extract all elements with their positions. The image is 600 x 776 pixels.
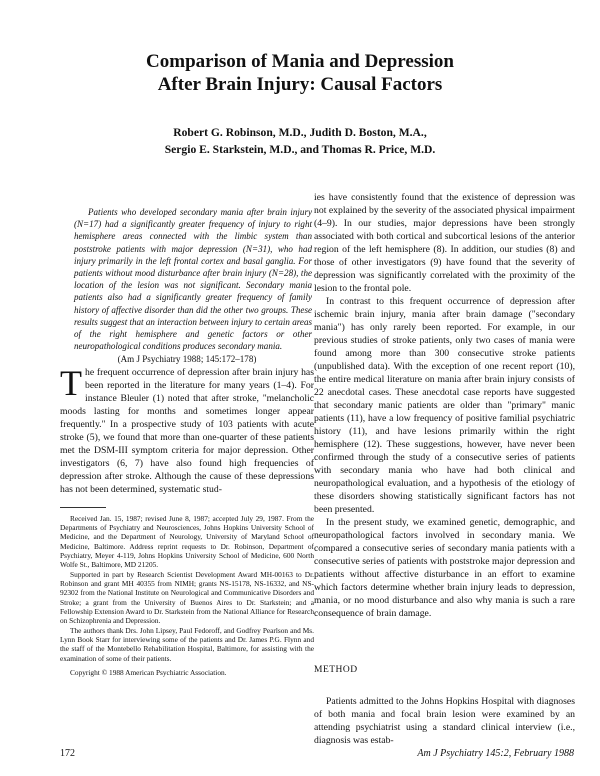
author-list xyxy=(0,124,600,158)
drop-cap: T xyxy=(60,362,82,403)
method-paragraph-1: Patients admitted to the Johns Hopkins Hospital with diagnoses of both mania and focal brain lesion were examined by an attending psychiatrist using a standard clinical interview (i.e., diagnosis was estab- xyxy=(314,696,575,746)
footnote-received: Received Jan. 15, 1987; revised June 8, 1987; accepted July 29, 1987. From the Departments of Psychiatry and Neurosciences, Johns Hopkins University School of Medicine, and the Department of Neurology, University of Maryland School of Medicine, Baltimore. Address reprint requests to Dr. Robinson, Department of Psychiatry, Meyer 4-119, Johns Hopkins University School of Medicine, 600 North Wolfe St., Baltimore, MD 21205. xyxy=(60,513,314,570)
abstract-text: Patients who developed secondary mania after brain injury (N=17) had a significantly greater frequency of injury to right hemisphere areas connected with the limbic system than poststroke patients with major depression (N=31), who had injury primarily in the left frontal cortex and basal ganglia. For patients without mood disturbance after brain injury (N=28), the location of the lesion was not significant. Secondary mania patients also had a significantly greater frequency of family history of affective disorder than did the other two groups. These results suggest that an interaction between injury to certain areas of the right hemisphere and genetic factors or other neuropathological conditions produces secondary mania. xyxy=(74,207,312,352)
title-line-1: Comparison of Mania and Depression xyxy=(146,51,454,72)
left-column xyxy=(60,206,314,677)
body-paragraph-3: In the present study, we examined genetic, demographic, and neuropathological factors involved in secondary mania. We compared a consecutive series of secondary mania patients with a consecutive series of patients with poststroke major depression and patients without affective disturbance in an effort to examine which factors determine whether brain injury leads to depression, mania, or no mood disturbance and also why mania is such a rare consequence of brain damage. xyxy=(314,517,575,619)
abstract-citation: (Am J Psychiatry 1988; 145:172–178) xyxy=(117,354,257,365)
intro-paragraph xyxy=(60,362,314,496)
section-heading-method: METHOD xyxy=(314,665,358,675)
authors-line-2: Sergio E. Starkstein, M.D., and Thomas R. Price, M.D. xyxy=(164,143,436,156)
page-number: 172 xyxy=(60,748,75,759)
article-title xyxy=(0,50,600,96)
footnote-divider xyxy=(60,507,106,508)
right-column xyxy=(314,191,575,747)
journal-citation: Am J Psychiatry 145:2, February 1988 xyxy=(417,748,574,759)
body-paragraph-1: ies have consistently found that the existence of depression was not explained by the severity of the associated physical impairment (4–9). In our studies, major depressions have been strongly associated with both cortical and subcortical lesions of the anterior region of the left hemisphere (8). In addition, our studies (8) and those of other investigators (9) have found that the severity of depression was significantly correlated with the proximity of the lesion to the frontal pole. xyxy=(314,192,575,294)
body-paragraph-2: In contrast to this frequent occurrence of depression after ischemic brain injury, mania after brain damage ("secondary mania") has only rarely been reported. For example, in our previous studies of stroke patients, only two cases of mania were found among more than 300 consecutive stroke patients (unpublished data). With the exception of one recent report (10), the entire medical literature on mania after brain injury consists of 22 anecdotal cases. These anecdotal case reports have suggested that secondary manic patients are older than "primary" manic patients (11), have a low frequency of positive familial psychiatric history (11), and have lesions primarily within the right hemisphere (12). These suggestions, however, have never been confirmed through the study of a consecutive series of patients with secondary mania who have had both clinical and neuropathological evaluation, and a hypothesis of the etiology of these disorders showing statistically significant factors has not been presented. xyxy=(314,296,575,515)
title-line-2: After Brain Injury: Causal Factors xyxy=(157,74,443,95)
footnote-thanks: The authors thank Drs. John Lipsey, Paul Fedoroff, and Godfrey Pearlson and Ms. Lynn Book Starr for interviewing some of the patients and Dr. James P.G. Flynn and the staff of the Montebello Rehabilitation Hospital, Baltimore, for assisting with the examination of some of their patients. xyxy=(60,625,314,663)
footnote-support: Supported in part by Research Scientist Development Award MH-00163 to Dr. Robinson and grant MH 40355 from NIMH; grants NS-15178, NS-16332, and NS-92302 from the National Institute on Neurological and Communicative Disorders and Stroke; a grant from the University of Buenos Aires to Dr. Starkstein; and a Fellowship Extension Award to Dr. Starkstein from the National Alliance for Research on Schizophrenia and Depression. xyxy=(60,569,314,626)
intro-text: he frequent occurrence of depression after brain injury has been reported in the literature for many years (1–4). For instance Bleuler (1) noted that after stroke, "melancholic moods lasting for months and sometimes longer appear frequently." In a prospective study of 103 patients with acute stroke (5), we found that more than one-quarter of these patients met the DSM-III symptom criteria for major depression. Other investigators (6, 7) have also found high frequencies of depression after stroke. Although the cause of these depressions has not been determined, systematic stud- xyxy=(60,366,314,495)
footnotes xyxy=(60,514,314,678)
authors-line-1: Robert G. Robinson, M.D., Judith D. Boston, M.A., xyxy=(173,126,427,139)
footnote-copyright: Copyright © 1988 American Psychiatric Association. xyxy=(70,668,227,678)
